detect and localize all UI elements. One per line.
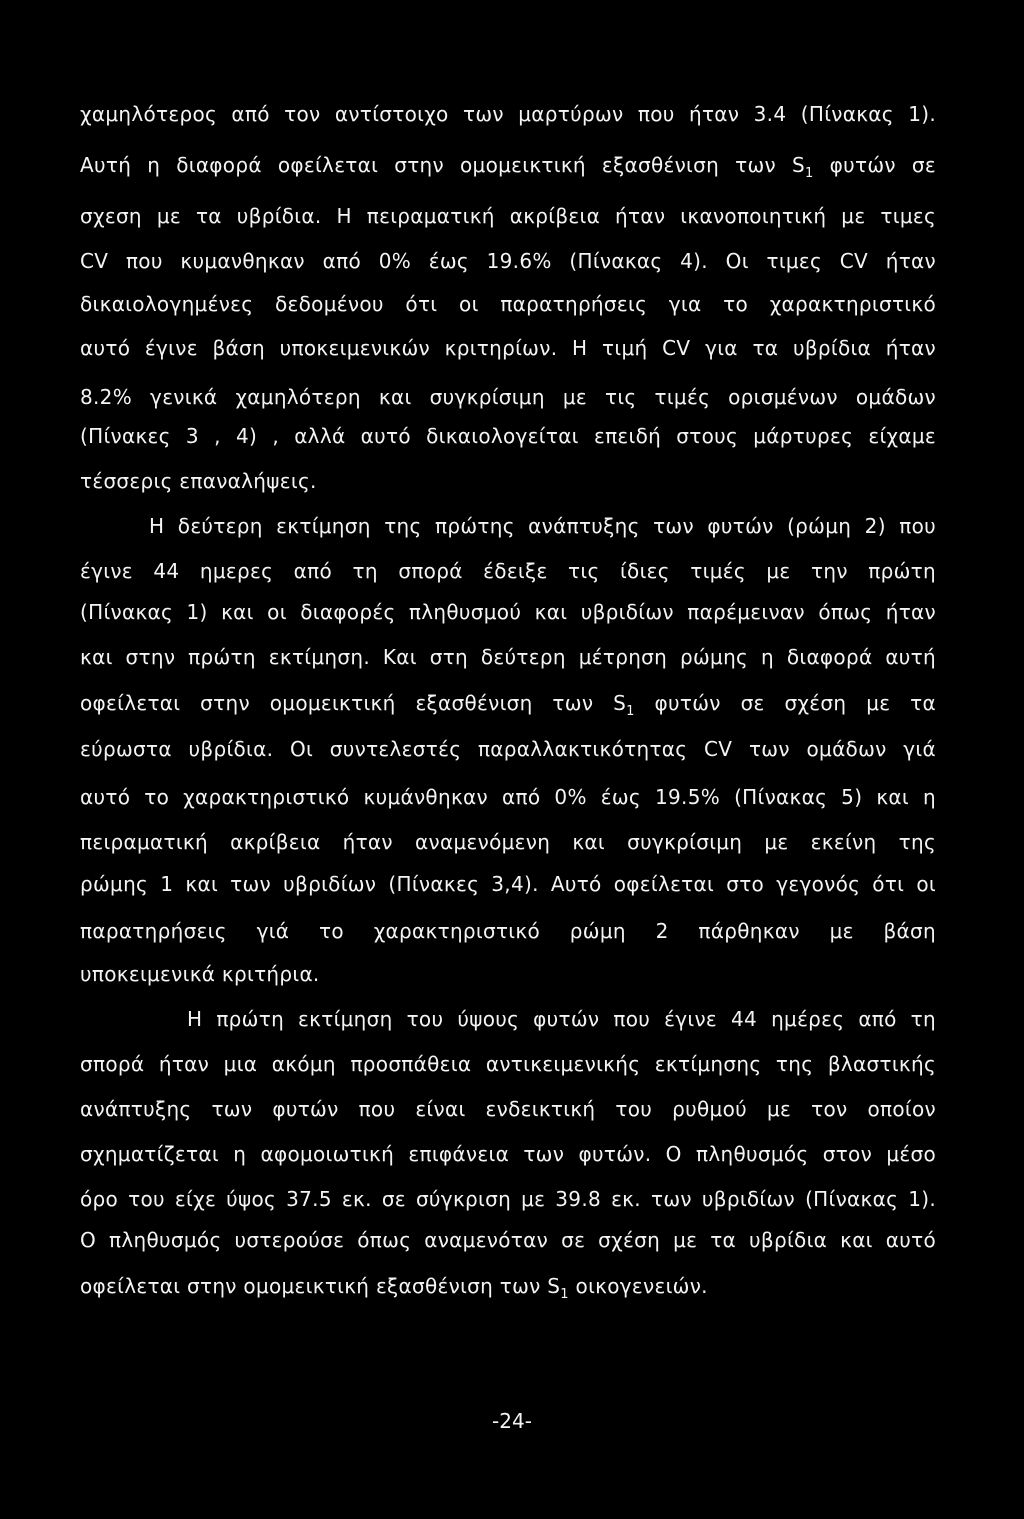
text-line: σχηματίζεται η αφομοιωτική επιφάνεια των φυτών. Ο πληθυσμός στον μέσο [80,1142,936,1166]
subscript: 1 [626,704,635,719]
text-line: (Πίνακες 3 , 4) , αλλά αυτό δικαιολογείται επειδή στους μάρτυρες είχαμε [80,424,936,448]
text-line: αυτό έγινε βάση υποκειμενικών κριτηρίων. Η τιμή CV για τα υβρίδια ήταν [80,336,936,360]
text-line: αυτό το χαρακτηριστικό κυμάνθηκαν από 0% έως 19.5% (Πίνακας 5) και η [80,785,936,809]
text-line: Η δεύτερη εκτίμηση της πρώτης ανάπτυξης των φυτών (ρώμη 2) που [149,514,936,538]
text-line: οφείλεται στην ομομεικτική εξασθένιση των $S_1$ φυτών σε σχέση με τα [80,691,936,719]
text-line: όρο του είχε ύψος 37.5 εκ. σε σύγκριση με 39.8 εκ. των υβριδίων (Πίνακας 1). [80,1187,936,1211]
text-line: σχεση με τα υβρίδια. Η πειραματική ακρίβεια ήταν ικανοποιητική με τιμες [80,204,936,228]
text-line: 8.2% γενικά χαμηλότερη και συγκρίσιμη με τις τιμές ορισμένων ομάδων [80,385,936,409]
text-line: δικαιολογημένες δεδομένου ότι οι παρατηρήσεις για το χαρακτηριστικό [80,292,936,316]
text-line: σπορά ήταν μια ακόμη προσπάθεια αντικειμενικής εκτίμησης της βλαστικής [80,1052,936,1076]
text-line: ανάπτυξης των φυτών που είναι ενδεικτική του ρυθμού με τον οποίον [80,1097,936,1121]
subscript: 1 [805,166,814,181]
text-line: εύρωστα υβρίδια. Οι συντελεστές παραλλακτικότητας CV των ομάδων γιά [80,737,936,761]
text-line: Αυτή η διαφορά οφείλεται στην ομομεικτική εξασθένιση των $S_1$ φυτών σε [80,153,936,181]
text-line: Ο πληθυσμός υστερούσε όπως αναμενόταν σε σχέση με τα υβρίδια και αυτό [80,1228,936,1252]
text-line: τέσσερις επαναλήψεις. [80,469,317,493]
text-line: παρατηρήσεις γιά το χαρακτηριστικό ρώμη 2 πάρθηκαν με βάση [80,919,936,943]
page-number: -24- [492,1409,532,1433]
text-line: υποκειμενικά κριτήρια. [80,962,320,986]
text-line: έγινε 44 ημερες από τη σπορά έδειξε τις ίδιες τιμές με την πρώτη [80,559,936,583]
text-line: ρώμης 1 και των υβριδίων (Πίνακες 3,4). Αυτό οφείλεται στο γεγονός ότι οι [80,872,936,896]
text-line: χαμηλότερος από τον αντίστοιχο των μαρτύρων που ήταν 3.4 (Πίνακας 1). [80,102,936,126]
subscript: 1 [560,1287,569,1302]
text-line: οφείλεται στην ομομεικτική εξασθένιση των $S_1$ οικογενειών. [80,1274,708,1302]
text-line: CV που κυμανθηκαν από 0% έως 19.6% (Πίνακας 4). Οι τιμες CV ήταν [80,249,936,273]
text-line: πειραματική ακρίβεια ήταν αναμενόμενη και συγκρίσιμη με εκείνη της [80,830,936,854]
text-line: και στην πρώτη εκτίμηση. Και στη δεύτερη μέτρηση ρώμης η διαφορά αυτή [80,645,936,669]
text-line: (Πίνακας 1) και οι διαφορές πληθυσμού και υβριδίων παρέμειναν όπως ήταν [80,600,936,624]
text-line: Η πρώτη εκτίμηση του ύψους φυτών που έγινε 44 ημέρες από τη [187,1007,936,1031]
